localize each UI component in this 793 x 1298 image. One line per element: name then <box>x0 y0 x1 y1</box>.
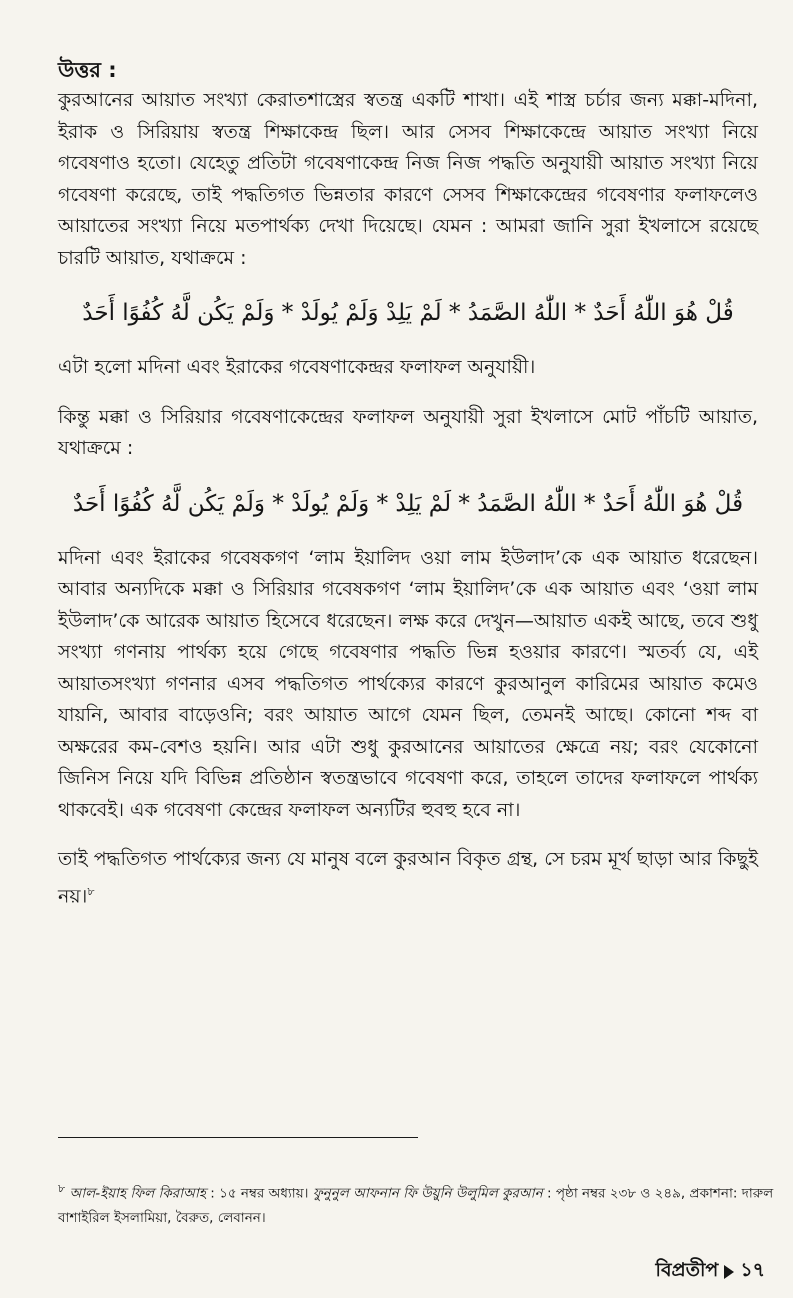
footnote-divider <box>58 1137 418 1138</box>
document-page <box>58 55 774 1285</box>
paragraph-makka-syria: কিন্তু মক্কা ও সিরিয়ার গবেষণাকেন্দ্রের ফলাফল অনুযায়ী সুরা ইখলাসে মোট পাঁচটি আয়াত, যথাক্রমে : <box>58 405 758 459</box>
arabic-verse-five-ayat: قُلْ هُوَ اللّٰهُ أَحَدٌ * اللّٰهُ الصَّمَدُ * لَمْ يَلِدْ * وَلَمْ يُولَدْ * وَلَمْ يَكُن لَّهُ كُفُوًا أَحَدٌ <box>72 490 744 517</box>
paragraph-intro: কুরআনের আয়াত সংখ্যা কেরাতশাস্ত্রের স্বতন্ত্র একটি শাখা। এই শাস্ত্র চর্চার জন্য মক্কা-মদিনা, ইরাক ও সিরিয়ায় স্বতন্ত্র শিক্ষাকেন্দ্র ছিল। আর সেসব শিক্ষাকেন্দ্রে আয়াত সংখ্যা নিয়ে গবেষণাও হতো। যেহেতু প্রতিটা গবেষণাকেন্দ্র নিজ নিজ পদ্ধতি অনুযায়ী আয়াত সংখ্যা নিয়ে গবেষণা করেছে, তাই পদ্ধতিগত ভিন্নতার কারণে সেসব শিক্ষাকেন্দ্রের গবেষণার ফলাফলেও আয়াতের সংখ্যা নিয়ে মতপার্থক্য দেখা দিয়েছে। যেমন : আমরা জানি সুরা ইখলাসে রয়েছে চারটি আয়াত, যথাক্রমে : <box>58 89 758 269</box>
arrow-right-icon <box>724 1265 734 1279</box>
footnote-source-2: ফুনুনুল আফনান ফি উয়ুনি উলুমিল কুরআন <box>312 1185 543 1202</box>
paragraph-conclusion-text: তাই পদ্ধতিগত পার্থক্যের জন্য যে মানুষ বলে কুরআন বিকৃত গ্রন্থ, সে চরম মূর্খ ছাড়া আর কিছুই নয়। <box>58 848 758 907</box>
page-footer <box>656 1256 765 1288</box>
footnote-text-1: : ১৫ নম্বর অধ্যায়। <box>205 1185 313 1202</box>
footnote-marker: ৮ <box>58 1182 66 1195</box>
book-title: বিপ্রতীপ <box>655 1259 719 1281</box>
footnote-source-1: আল-ইয়াহ ফিল কিরাআহ <box>69 1185 206 1202</box>
paragraph-madina-iraq: এটা হলো মদিনা এবং ইরাকের গবেষণাকেন্দ্রর ফলাফল অনুযায়ী। <box>58 356 536 378</box>
paragraph-conclusion <box>58 844 758 912</box>
page-number: ১৭ <box>740 1259 765 1281</box>
footnote-text-2: : পৃষ্ঠা নম্বর ২৩৮ ও ২৪৯, প্রকাশনা: দারুল বাশাইরিল ইসলামিয়া, বৈরুত, লেবানন। <box>58 1185 774 1226</box>
arabic-verse-four-ayat: قُلْ هُوَ اللّٰهُ أَحَدٌ * اللّٰهُ الصَّمَدُ * لَمْ يَلِدْ وَلَمْ يُولَدْ * وَلَمْ يَكُن لَّهُ كُفُوًا أَحَدٌ <box>82 300 734 326</box>
answer-heading: উত্তর : <box>58 58 117 82</box>
footnote <box>58 1177 778 1230</box>
footnote-reference: ৮ <box>87 884 95 898</box>
paragraph-explanation: মদিনা এবং ইরাকের গবেষকগণ ‘লাম ইয়ালিদ ওয়া লাম ইউলাদ’কে এক আয়াত ধরেছেন। আবার অন্যদিকে মক্কা ও সিরিয়ার গবেষকগণ ‘লাম ইয়ালিদ’কে এক আয়াত এবং ‘ওয়া লাম ইউলাদ’কে আরেক আয়াত হিসেবে ধরেছেন। লক্ষ করে দেখুন—আয়াত একই আছে, তবে শুধু সংখ্যা গণনায় পার্থক্য হয়ে গেছে গবেষণার পদ্ধতি ভিন্ন হওয়ার কারণে। স্মতর্ব্য যে, এই আয়াতসংখ্যা গণনার এসব পদ্ধতিগত পার্থক্যের কারণে কুরআনুল কারিমের আয়াত কমেও যায়নি, আবার বাড়েওনি; বরং আয়াত আগে যেমন ছিল, তেমনই আছে। কোনো শব্দ বা অক্ষরের কম-বেশও হয়নি। আর এটা শুধু কুরআনের আয়াতের ক্ষেত্রে নয়; বরং যেকোনো জিনিস নিয়ে যদি বিভিন্ন প্রতিষ্ঠান স্বতন্ত্রভাবে গবেষণা করে, তাহলে তাদের ফলাফলে পার্থক্য থাকবেই। এক গবেষণা কেন্দ্রের ফলাফল অন্যটির হুবহু হবে না। <box>58 546 758 821</box>
